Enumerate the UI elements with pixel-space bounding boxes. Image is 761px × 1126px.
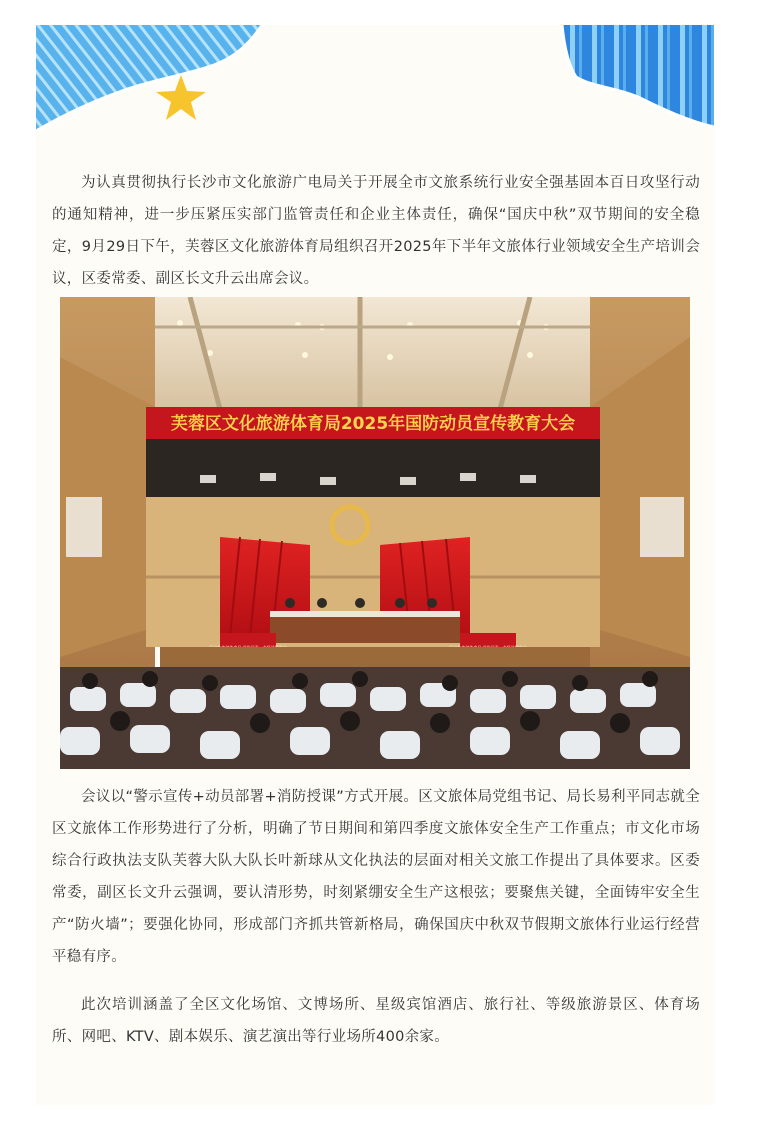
article-card (36, 25, 714, 1105)
intro-paragraph: 为认真贯彻执行长沙市文化旅游广电局关于开展全市文旅系统行业安全强基固本百日攻坚行动的通知精神，进一步压紧压实部门监管责任和企业主体责任，确保“国庆中秋”双节期间的安全稳定，9月29日下午，芙蓉区文化旅游体育局组织召开2025年下半年文旅体行业领域安全生产培训会议，区委常委、副区长文升云出席会议。 (52, 175, 700, 287)
summary-paragraph: 此次培训涵盖了全区文化场馆、文博场所、星级宾馆酒店、旅行社、等级旅游景区、体育场所、网吧、KTV、剧本娱乐、演艺演出等行业场所400余家。 (52, 997, 700, 1045)
header-decoration (36, 25, 714, 135)
body-paragraph: 会议以“警示宣传+动员部署+消防授课”方式开展。区文旅体局党组书记、局长易利平同志就全区文旅体工作形势进行了分析，明确了节日期间和第四季度文旅体安全生产工作重点；市文化市场综合行政执法支队芙蓉大队大队长叶新球从文化执法的层面对相关文旅工作提出了具体要求。区委常委，副区长文升云强调，要认清形势，时刻紧绷安全生产这根弦；要聚焦关键，全面铸牢安全生产“防火墙”；要强化协同，形成部门齐抓共管新格局，确保国庆中秋双节假期文旅体行业运行经营平稳有序。 (52, 789, 700, 965)
star-icon (156, 75, 206, 120)
stage-banner: 芙蓉区文化旅游体育局2025年国防动员宣传教育大会 (170, 414, 576, 434)
meeting-photo (60, 297, 690, 769)
